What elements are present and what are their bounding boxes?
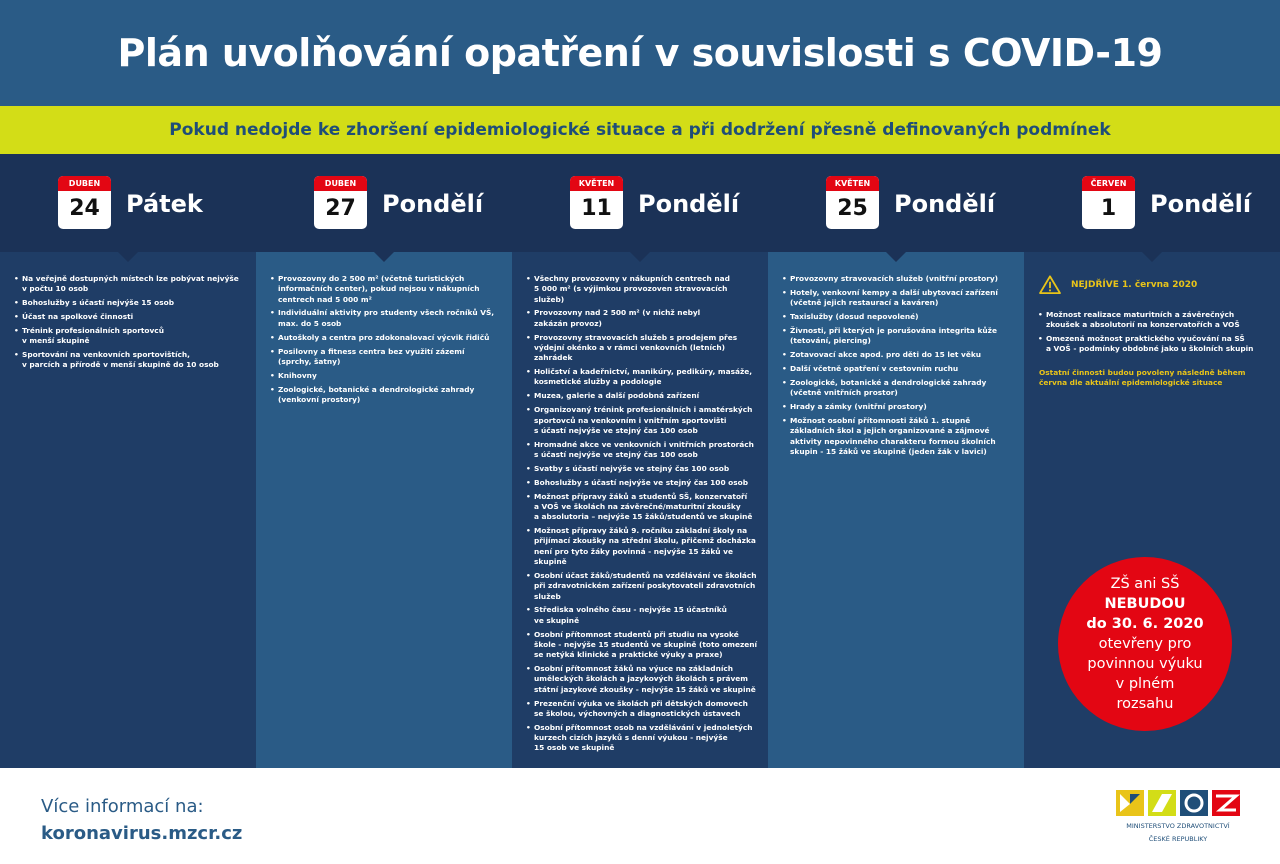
calendar-icon — [570, 176, 623, 229]
list-item: • Bohoslužby s účastí nejvýše ve stejný čas 100 osob — [526, 478, 758, 488]
warning-notice — [1039, 275, 1197, 294]
warning-text: NEJDŘÍVE 1. června 2020 — [1071, 279, 1198, 290]
column-may-11 — [512, 154, 768, 768]
pointer-arrow — [374, 252, 394, 262]
list-item: • Osobní přítomnost osob na vzdělávání v jednoletých kurzech cizích jazyků s denní výukou - nejvýše 15 osob ve skupině — [526, 723, 758, 754]
column-april-24 — [0, 154, 256, 768]
measure-list — [1038, 310, 1270, 358]
circle-line: povinnou výuku — [1087, 656, 1203, 672]
subtitle-bar — [0, 106, 1280, 154]
calendar-month: KVĚTEN — [570, 176, 623, 191]
list-item: • Trénink profesionálních sportovců v menší skupině — [14, 326, 246, 347]
list-item: • Sportování na venkovních sportovištích, v parcích a přírodě v menší skupině do 10 osob — [14, 350, 246, 371]
list-item: • Svatby s účastí nejvýše ve stejný čas 100 osob — [526, 464, 758, 474]
calendar-month: DUBEN — [314, 176, 367, 191]
pointer-arrow — [118, 252, 138, 262]
list-item: • Prezenční výuka ve školách při dětských domovech se školou, výchovných a diagnostických ústavech — [526, 699, 758, 720]
list-item: • Autoškoly a centra pro zdokonalovací výcvik řidičů — [270, 333, 502, 343]
pointer-arrow — [886, 252, 906, 262]
list-item: • Osobní účast žáků/studentů na vzdělávání ve školách při zdravotnickém zařízení poskytovateli zdravotních služeb — [526, 571, 758, 602]
list-item: • Individuální aktivity pro studenty všech ročníků VŠ, max. do 5 osob — [270, 308, 502, 329]
list-item: • Účast na spolkové činnosti — [14, 312, 246, 322]
warning-icon — [1039, 275, 1061, 294]
list-item: • Provozovny stravovacích služeb s prodejem přes výdejní okénko a v rámci venkovních (letních) zahrádek — [526, 333, 758, 364]
list-item: • Taxislužby (dosud nepovolené) — [782, 312, 1014, 322]
list-item: • Organizovaný trénink profesionálních i amatérských sportovců na venkovním i vnitřním sportovišti s účastí nejvýše ve stejný čas 100 osob — [526, 405, 758, 436]
calendar-icon — [826, 176, 879, 229]
page-title: Plán uvolňování opatření v souvislosti s COVID-19 — [117, 31, 1163, 75]
calendar-icon — [58, 176, 111, 229]
list-item: • Provozovny stravovacích služeb (vnitřní prostory) — [782, 274, 1014, 284]
list-item: • Možnost osobní přítomnosti žáků 1. stupně základních škol a jejich organizované a zájmové aktivity nepovinného charakteru formou školních skupin - 15 žáků ve skupině (jeden žák v lavici) — [782, 416, 1014, 457]
calendar-icon — [1082, 176, 1135, 229]
calendar-month: ČERVEN — [1082, 176, 1135, 191]
ministry-logo — [1116, 788, 1240, 844]
list-item: • Možnost realizace maturitních a závěrečných zkoušek a absolutorií na konzervatořích a VOŠ — [1038, 310, 1270, 331]
calendar-month: DUBEN — [58, 176, 111, 191]
circle-line: rozsahu — [1116, 696, 1174, 712]
weekday: Pondělí — [638, 190, 740, 218]
list-item: • Na veřejně dostupných místech lze pobývat nejvýše v počtu 10 osob — [14, 274, 246, 295]
list-item: • Knihovny — [270, 371, 502, 381]
list-item: • Hrady a zámky (vnitřní prostory) — [782, 402, 1014, 412]
circle-line: v plném — [1115, 676, 1175, 692]
list-item: • Hromadné akce ve venkovních i vnitřních prostorách s účastí nejvýše ve stejný čas 100 osob — [526, 440, 758, 461]
list-item: • Možnost přípravy žáků a studentů SŠ, konzervatoří a VOŠ ve školách na závěrečné/maturitní zkoušky a absolutoria – nejvýše 15 žáků/studentů ve skupině — [526, 492, 758, 523]
schools-notice-circle — [1058, 557, 1232, 731]
weekday: Pondělí — [1150, 190, 1252, 218]
measure-list — [782, 274, 1014, 461]
weekday: Pátek — [126, 190, 203, 218]
list-item: • Osobní přítomnost žáků na výuce na základních uměleckých školách a jazykových školách s právem státní jazykové zkoušky - nejvýše 15 žáků ve skupině — [526, 664, 758, 695]
ministry-logo-mark — [1116, 788, 1240, 818]
circle-line: otevřeny pro — [1098, 636, 1192, 652]
weekday: Pondělí — [382, 190, 484, 218]
circle-line-emphasis: NEBUDOU — [1104, 596, 1186, 612]
list-item: • Další včetně opatření v cestovním ruchu — [782, 364, 1014, 374]
calendar-icon — [314, 176, 367, 229]
calendar-day: 1 — [1100, 196, 1117, 221]
measure-list — [526, 274, 758, 757]
list-item: • Posilovny a fitness centra bez využití zázemí (sprchy, šatny) — [270, 347, 502, 368]
calendar-day: 24 — [69, 196, 100, 221]
circle-line: ZŠ ani SŠ — [1110, 576, 1180, 592]
header — [0, 0, 1280, 106]
list-item: • Omezená možnost praktického vyučování na SŠ a VOŠ - podmínky obdobné jako u školních skupin — [1038, 334, 1270, 355]
list-item: • Zoologické, botanické a dendrologické zahrady (včetně vnitřních prostor) — [782, 378, 1014, 399]
list-item: • Provozovny do 2 500 m² (včetně turistických informačních center), pokud nejsou v nákupních centrech nad 5 000 m² — [270, 274, 502, 305]
logo-text-line2: ČESKÉ REPUBLIKY — [1148, 835, 1208, 843]
info-label: Více informací na: — [41, 796, 204, 817]
list-item: • Hotely, venkovní kempy a další ubytovací zařízení (včetně jejich restaurací a kaváren) — [782, 288, 1014, 309]
list-item: • Bohoslužby s účastí nejvýše 15 osob — [14, 298, 246, 308]
list-item: • Střediska volného času - nejvýše 15 účastníků ve skupině — [526, 605, 758, 626]
list-item: • Možnost přípravy žáků 9. ročníku základní školy na přijímací zkoušky na střední školu, přičemž docházka není pro tyto žáky povinná - nejvýše 15 žáků ve skupině — [526, 526, 758, 567]
list-item: • Muzea, galerie a další podobná zařízení — [526, 391, 758, 401]
logo-text-line1: MINISTERSTVO ZDRAVOTNICTVÍ — [1126, 822, 1230, 830]
measure-list — [270, 274, 502, 409]
footer-info — [41, 796, 242, 844]
calendar-day: 27 — [325, 196, 356, 221]
measure-list — [14, 274, 246, 374]
list-item: • Provozovny nad 2 500 m² (v nichž nebyl zakázán provoz) — [526, 308, 758, 329]
column-april-27 — [256, 154, 512, 768]
note-text: Ostatní činnosti budou povoleny následně během června dle aktuální epidemiologické situace — [1039, 368, 1246, 388]
list-item: • Všechny provozovny v nákupních centrech nad 5 000 m² (s výjimkou provozoven stravovacích služeb) — [526, 274, 758, 305]
pointer-arrow — [630, 252, 650, 262]
circle-line-date: do 30. 6. 2020 — [1086, 616, 1204, 632]
column-may-25 — [768, 154, 1024, 768]
calendar-month: KVĚTEN — [826, 176, 879, 191]
calendar-day: 25 — [837, 196, 868, 221]
calendar-day: 11 — [581, 196, 612, 221]
list-item: • Zotavovací akce apod. pro děti do 15 let věku — [782, 350, 1014, 360]
list-item: • Osobní přítomnost studentů při studiu na vysoké škole - nejvýše 15 studentů ve skupině (toto omezení se netýká klinické a praktické výuky a praxe) — [526, 630, 758, 661]
list-item: • Živnosti, při kterých je porušována integrita kůže (tetování, piercing) — [782, 326, 1014, 347]
pointer-arrow — [1142, 252, 1162, 262]
weekday: Pondělí — [894, 190, 996, 218]
info-url-link[interactable]: koronavirus.mzcr.cz — [41, 823, 243, 844]
list-item: • Zoologické, botanické a dendrologické zahrady (venkovní prostory) — [270, 385, 502, 406]
subtitle: Pokud nedojde ke zhoršení epidemiologické situace a při dodržení přesně definovaných podmínek — [169, 120, 1111, 140]
list-item: • Holičství a kadeřnictví, manikúry, pedikúry, masáže, kosmetické služby a podologie — [526, 367, 758, 388]
